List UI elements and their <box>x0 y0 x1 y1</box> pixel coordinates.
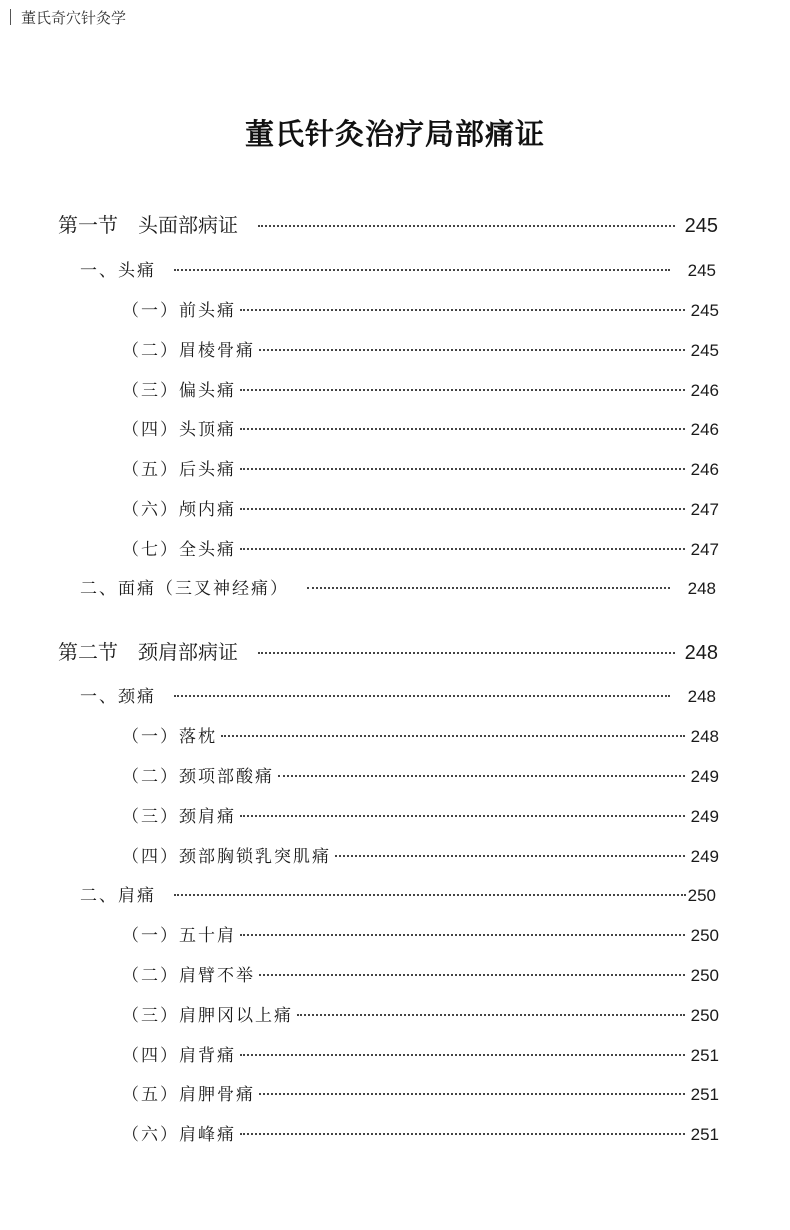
entry-title: 一、颈痛 <box>80 687 156 707</box>
toc-entry[interactable] <box>122 1080 719 1105</box>
page-number: 246 <box>690 381 719 400</box>
page-number: 246 <box>690 460 719 479</box>
entry-title: 二、肩痛 <box>80 886 156 906</box>
entry-title: （一）落枕 <box>122 727 217 747</box>
entry-title: （六）肩峰痛 <box>122 1125 236 1145</box>
page-number: 251 <box>690 1046 719 1065</box>
dot-leader <box>240 1133 685 1135</box>
entry-title: （七）全头痛 <box>122 540 236 560</box>
page-number: 250 <box>690 1006 719 1025</box>
entry-title: （五）肩胛骨痛 <box>122 1085 255 1105</box>
page-number: 251 <box>690 1125 719 1144</box>
header-divider <box>10 9 11 25</box>
page-number: 246 <box>690 420 719 439</box>
page-number: 245 <box>690 341 719 360</box>
dot-leader <box>307 587 670 589</box>
page-number: 248 <box>684 642 718 664</box>
dot-leader <box>240 508 685 510</box>
toc-entry[interactable] <box>122 296 719 321</box>
entry-title: （二）肩臂不举 <box>122 966 255 986</box>
entry-title: （四）颈部胸锁乳突肌痛 <box>122 847 331 867</box>
entry-title: （六）颅内痛 <box>122 500 236 520</box>
dot-leader <box>221 735 685 737</box>
dot-leader <box>258 225 675 227</box>
dot-leader <box>259 974 685 976</box>
page-number: 249 <box>690 847 719 866</box>
page-number: 249 <box>690 767 719 786</box>
entry-title: 二、面痛（三叉神经痛） <box>80 579 289 599</box>
entry-title: （四）头顶痛 <box>122 420 236 440</box>
toc-entry[interactable] <box>122 842 719 867</box>
dot-leader <box>240 428 685 430</box>
entry-title: （五）后头痛 <box>122 460 236 480</box>
toc-entry[interactable] <box>122 1001 719 1026</box>
dot-leader <box>335 855 685 857</box>
page-number: 248 <box>687 687 716 706</box>
dot-leader <box>278 775 685 777</box>
entry-title: （二）颈项部酸痛 <box>122 767 274 787</box>
running-header <box>10 6 126 28</box>
toc-section-2[interactable] <box>58 636 718 665</box>
page-number: 250 <box>690 926 719 945</box>
dot-leader <box>240 1054 685 1056</box>
toc-entry[interactable] <box>122 762 719 787</box>
toc-entry[interactable] <box>122 535 719 560</box>
toc-entry[interactable] <box>80 256 716 281</box>
entry-title: （四）肩背痛 <box>122 1046 236 1066</box>
toc-entry[interactable] <box>122 415 719 440</box>
dot-leader <box>174 695 670 697</box>
toc-entry[interactable] <box>122 336 719 361</box>
page-number: 250 <box>690 966 719 985</box>
section-title: 头面部病证 <box>138 213 238 237</box>
entry-title: （三）颈肩痛 <box>122 807 236 827</box>
page-number: 245 <box>690 301 719 320</box>
dot-leader <box>258 652 675 654</box>
dot-leader <box>240 548 685 550</box>
dot-leader <box>240 815 685 817</box>
dot-leader <box>259 349 685 351</box>
page-number: 249 <box>690 807 719 826</box>
entry-title: （一）五十肩 <box>122 926 236 946</box>
toc-entry[interactable] <box>122 722 719 747</box>
section-number: 第一节 <box>58 213 118 237</box>
page-title: 董氏针灸治疗局部痛证 <box>244 117 545 151</box>
toc-entry[interactable] <box>80 682 716 707</box>
dot-leader <box>240 389 685 391</box>
toc-entry[interactable] <box>122 1041 719 1066</box>
page-number: 248 <box>687 579 716 598</box>
page-number: 248 <box>690 727 719 746</box>
dot-leader <box>240 468 685 470</box>
dot-leader <box>174 269 670 271</box>
dot-leader <box>240 934 685 936</box>
page-number: 251 <box>690 1085 719 1104</box>
page-number: 247 <box>690 500 719 519</box>
dot-leader <box>297 1014 685 1016</box>
page-number: 247 <box>690 540 719 559</box>
toc-entry[interactable] <box>80 881 716 906</box>
running-title: 董氏奇穴针灸学 <box>21 8 127 27</box>
toc-entry[interactable] <box>122 376 719 401</box>
section-number: 第二节 <box>58 640 118 664</box>
entry-title: （三）偏头痛 <box>122 381 236 401</box>
toc-entry[interactable] <box>122 802 719 827</box>
dot-leader <box>259 1093 685 1095</box>
dot-leader <box>240 309 685 311</box>
toc-entry[interactable] <box>122 1120 719 1145</box>
page-number: 245 <box>687 261 716 280</box>
section-title: 颈肩部病证 <box>138 640 238 664</box>
page-number: 245 <box>684 215 718 237</box>
page-number: 250 <box>687 886 716 905</box>
entry-title: 一、头痛 <box>80 261 156 281</box>
entry-title: （三）肩胛冈以上痛 <box>122 1006 293 1026</box>
toc-section-1[interactable] <box>58 209 718 238</box>
toc-entry[interactable] <box>122 921 719 946</box>
toc-entry[interactable] <box>122 961 719 986</box>
toc-entry[interactable] <box>80 574 716 599</box>
entry-title: （一）前头痛 <box>122 301 236 321</box>
dot-leader <box>174 894 686 896</box>
toc-entry[interactable] <box>122 495 719 520</box>
entry-title: （二）眉棱骨痛 <box>122 341 255 361</box>
toc-entry[interactable] <box>122 455 719 480</box>
